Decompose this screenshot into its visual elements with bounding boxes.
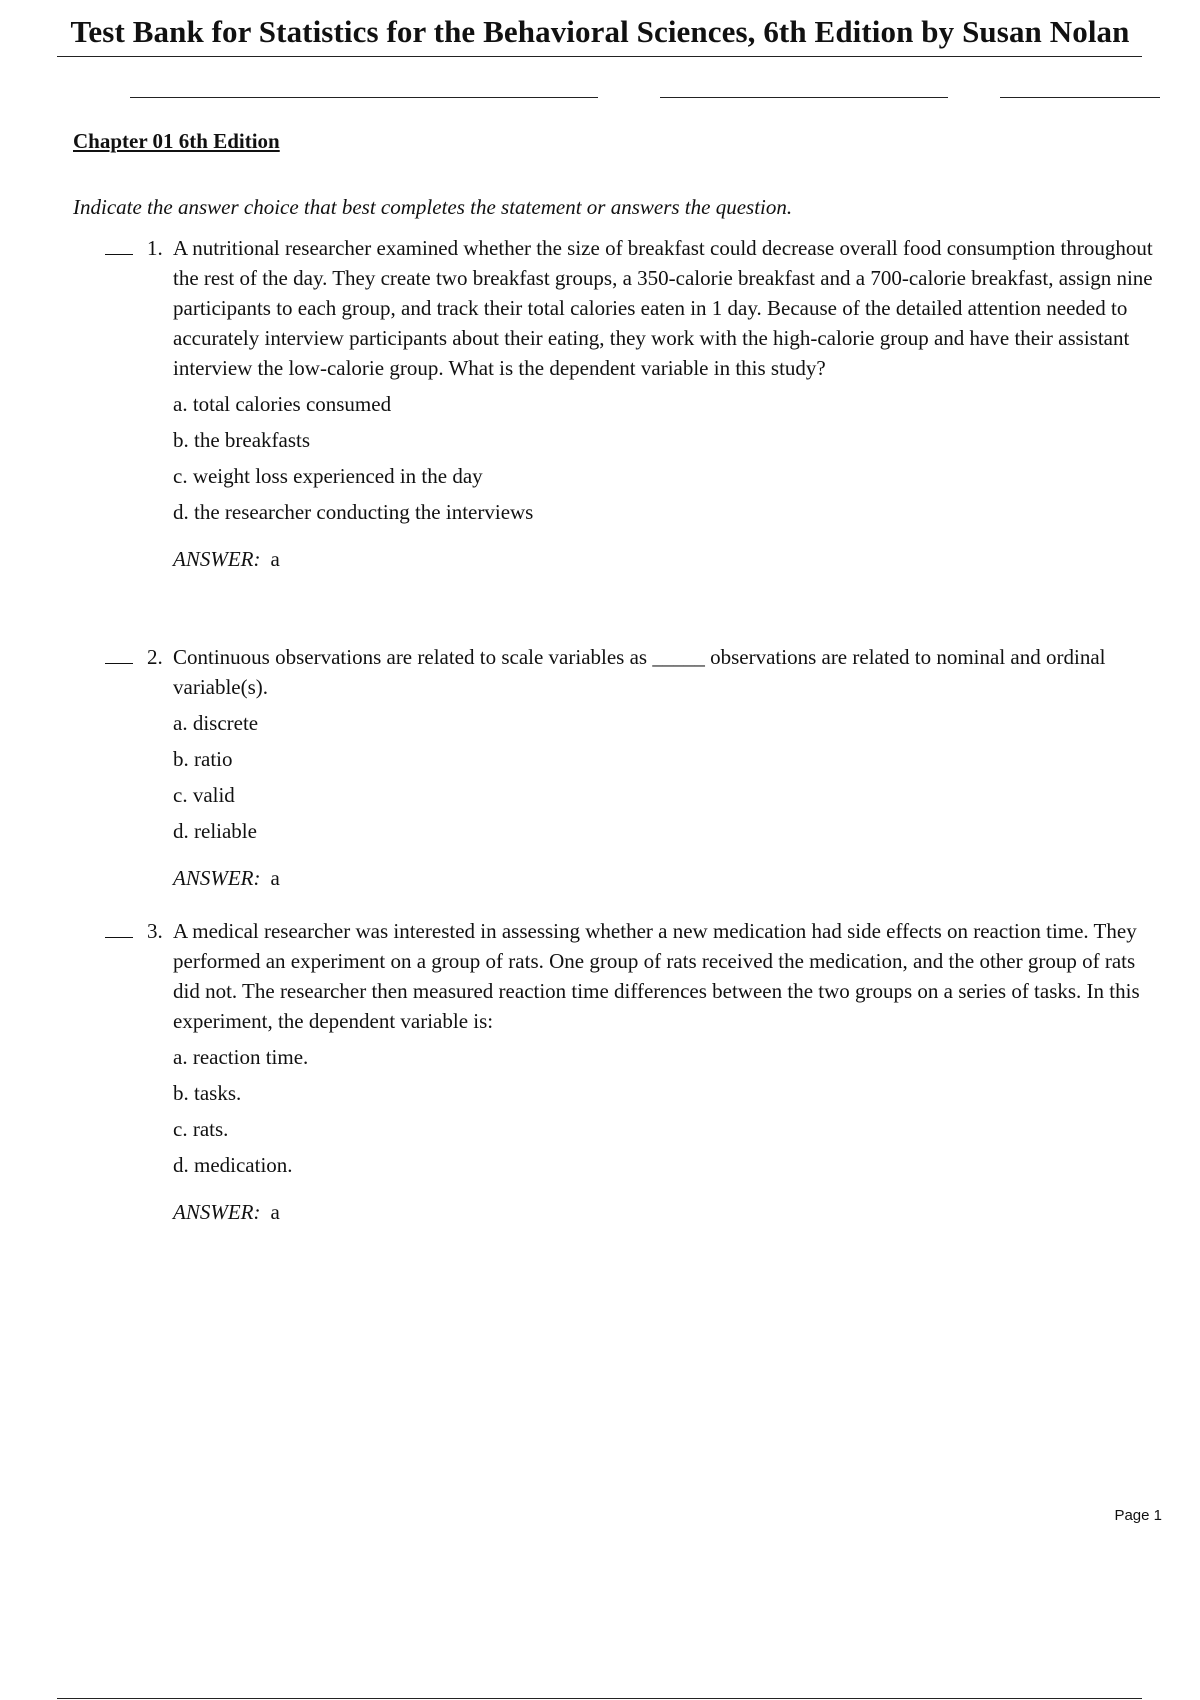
option: c. rats. [173,1117,229,1141]
options-list [173,386,1165,530]
question-number: 1. [147,236,163,260]
answer-line [173,544,1165,574]
question-number: 2. [147,645,163,669]
question-text: A medical researcher was interested in assessing whether a new medication had side effects on reaction time. They performed an experiment on a group of rats. One group of rats received the medication, and the other group of rats did not. The researcher then measured reaction time differences between the two groups on a series of tasks. In this experiment, the dependent variable is: [173,919,1140,1033]
option: c. valid [173,783,235,807]
option: b. the breakfasts [173,428,311,452]
chapter-heading: Chapter 01 6th Edition [73,129,280,153]
option: b. tasks. [173,1081,242,1105]
footer-rule [57,1698,1142,1699]
option: a. reaction time. [173,1045,309,1069]
answer-value: a [270,1200,280,1224]
option: a. discrete [173,711,259,735]
answer-value: a [270,547,280,571]
document-title: Test Bank for Statistics for the Behavioral Sciences, 6th Edition by Susan Nolan [70,14,1130,49]
options-list [173,705,1165,849]
question-2 [105,642,1165,893]
option: b. ratio [173,747,233,771]
title-underline [57,56,1142,57]
option: d. the researcher conducting the interviews [173,500,534,524]
option: d. medication. [173,1153,293,1177]
instructions: Indicate the answer choice that best completes the statement or answers the question. [73,195,793,219]
answer-label: ANSWER: [173,866,261,890]
class-blank [660,97,948,98]
answer-label: ANSWER: [173,547,261,571]
option: c. weight loss experienced in the day [173,464,483,488]
answer-line [173,863,1165,893]
name-blank [130,97,598,98]
question-1 [105,233,1165,574]
question-number: 3. [147,919,163,943]
answer-value: a [270,866,280,890]
options-list [173,1039,1165,1183]
question-text: A nutritional researcher examined whether the size of breakfast could decrease overall food consumption throughout the rest of the day. They create two breakfast groups, a 350-calorie breakfast and a 700-calorie breakfast, assign nine participants to each group, and track their total calories eaten in 1 day. Because of the detailed attention needed to accurately interview participants about their eating, they work with the high-calorie group and have their assistant interview the low-calorie group. What is the dependent variable in this study? [173,236,1153,380]
option: a. total calories consumed [173,392,392,416]
option: d. reliable [173,819,257,843]
page-number: Page 1 [1114,1507,1162,1524]
question-3 [105,916,1165,1227]
answer-label: ANSWER: [173,1200,261,1224]
date-blank [1000,97,1160,98]
answer-line [173,1197,1165,1227]
question-text: Continuous observations are related to scale variables as _____ observations are related to nominal and ordinal variable(s). [173,645,1106,699]
